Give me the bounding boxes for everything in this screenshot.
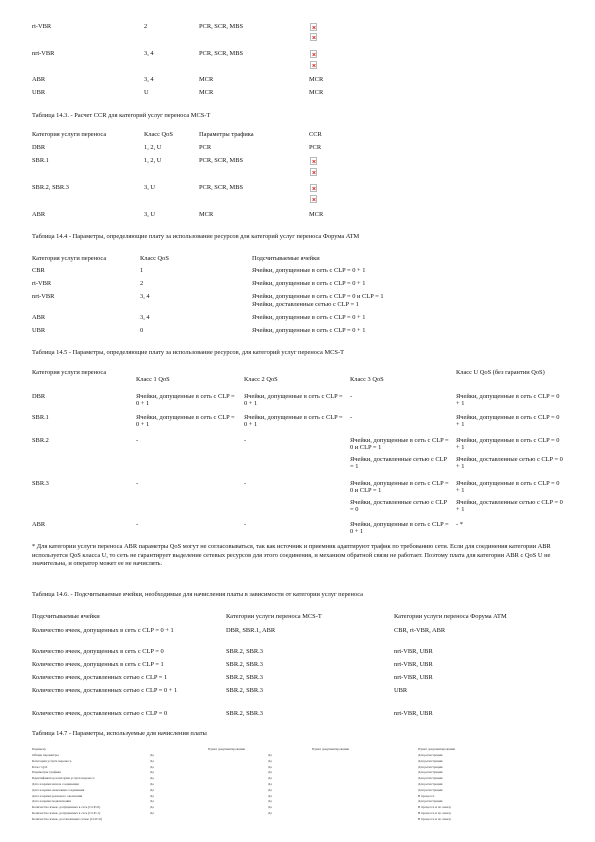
cell: Количество ячеек, допущенных в сеть с CLP = 0 (32, 648, 164, 655)
cell: - (350, 414, 353, 421)
cell: - * (456, 521, 463, 528)
broken-image-icon (310, 23, 317, 31)
column-header: Категория услуги переноса (32, 369, 107, 376)
cell: rt-VBR (32, 23, 52, 30)
table-cell: Да (150, 758, 154, 763)
cell: Ячейки, доставленные сетью с CLP = 1 (350, 456, 447, 471)
cell: UBR (32, 327, 46, 334)
column-header: Класс 3 QoS (350, 376, 384, 383)
cell: Ячейки, допущенные в сеть с CLP = 0 + 1 (244, 414, 343, 429)
cell: PCR, SCR, MBS (199, 157, 244, 164)
table-cell: Да (150, 764, 154, 769)
cell: 3, 4 (140, 314, 150, 321)
table-caption: Таблица 14.3. - Расчет CCR для категорий услуг переноса MCS-T (32, 112, 211, 119)
cell: MCR (309, 89, 324, 96)
cell: SBR.3 (32, 480, 49, 487)
cell: ABR (32, 76, 46, 83)
cell: 3, 4 (140, 293, 150, 300)
table-cell: Да (150, 782, 154, 786)
cell: PCR (309, 144, 322, 151)
broken-image-icon (310, 195, 317, 203)
cell: - (136, 437, 139, 444)
table-cell: Да (150, 776, 154, 781)
table-cell: Для регистрации (418, 782, 443, 786)
cell: ABR (32, 521, 46, 528)
column-header: Категории услуги переноса Форума ATM (394, 613, 507, 620)
column-header: Категория услуги переноса (32, 131, 107, 138)
cell: ABR (32, 314, 46, 321)
cell: Ячейки, допущенные в сеть с CLP = 0 и CLP = 1 (252, 293, 384, 300)
table-cell: В процессе и по заказу (418, 816, 452, 821)
table-cell: Для регистрации (418, 758, 443, 763)
cell: Количество ячеек, допущенных в сеть с CLP = 1 (32, 661, 164, 668)
column-header: Пункт документирования (312, 747, 349, 751)
cell: Ячейки, доставленные сетью с CLP = 1 (252, 301, 359, 308)
table-cell: Общие параметры (32, 753, 59, 757)
cell: MCR (309, 76, 324, 83)
broken-image-icon (310, 50, 317, 58)
cell: PCR, SCR, MBS (199, 184, 244, 191)
cell: 3, 4 (144, 76, 154, 83)
table-cell: Количество ячеек, допущенных в сеть (CLP=1) (32, 811, 101, 815)
cell: Количество ячеек, доставленных сетью с CLP = 0 (32, 710, 168, 717)
cell: Ячейки, допущенные в сеть с CLP = 0 + 1 (252, 280, 366, 287)
cell: MCR (309, 211, 324, 218)
cell: Ячейки, допущенные в сеть с CLP = 0 + 1 (252, 327, 366, 334)
cell: Ячейки, допущенные в сеть с CLP = 0 + 1 (136, 393, 235, 408)
column-header: Класс 2 QoS (244, 376, 278, 383)
cell: nrt-VBR, UBR (394, 648, 433, 655)
table-cell: Да (268, 793, 272, 798)
column-header: Класс QoS (140, 255, 169, 262)
cell: CBR (32, 267, 45, 274)
broken-image-icon (310, 61, 317, 69)
cell: DBR (32, 144, 46, 151)
column-header: Класс QoS (144, 131, 173, 138)
table-cell: В процессе и по заказу (418, 811, 452, 815)
cell: SBR.1 (32, 414, 49, 421)
broken-image-icon (310, 33, 317, 41)
cell: nrt-VBR, UBR (394, 710, 433, 717)
table-cell: Для регистрации (418, 799, 443, 804)
broken-image-icon (310, 184, 317, 192)
cell: - (136, 521, 139, 528)
cell: 3, U (144, 184, 156, 191)
cell: Ячейки, допущенные в сеть с CLP = 0 + 1 (456, 437, 560, 452)
cell: 1 (140, 267, 144, 274)
table-cell: Да (268, 758, 272, 763)
column-header: Параметр (32, 747, 47, 751)
table-cell: Дата и время начала соединения (32, 782, 79, 786)
cell: UBR (32, 89, 46, 96)
cell: Ячейки, допущенные в сеть с CLP = 0 + 1 (350, 521, 449, 536)
cell: nrt-VBR, UBR (394, 674, 433, 681)
cell: SBR.2 (32, 437, 49, 444)
table-cell: Для регистрации (418, 753, 443, 757)
table-cell: Да (268, 764, 272, 769)
table-caption: Таблица 14.7 - Параметры, используемые для начисления платы (32, 730, 207, 737)
table-cell: Идентификатор категории услуги переноса (32, 776, 95, 781)
cell: SBR.1 (32, 157, 49, 164)
cell: SBR.2, SBR.3 (226, 687, 263, 694)
table-cell: Да (150, 787, 154, 792)
cell: Ячейки, доставленные сетью с CLP = 0 (350, 499, 447, 514)
column-header: Параметры трафика (199, 131, 254, 138)
table-cell: Да (268, 770, 272, 775)
table-cell: Категория услуги переноса (32, 758, 72, 763)
cell: 3, U (144, 211, 156, 218)
cell: Ячейки, допущенные в сеть с CLP = 0 + 1 (252, 314, 366, 321)
cell: Количество ячеек, доставленных сетью с CLP = 0 + 1 (32, 687, 178, 694)
cell: DBR (32, 393, 46, 400)
cell: PCR, SCR, MBS (199, 50, 244, 57)
cell: PCR, SCR, MBS (199, 23, 244, 30)
column-header: Пункт документирования (208, 747, 245, 751)
column-header: Категории услуги переноса MCS-T (226, 613, 322, 620)
table-caption: Таблица 14.6. - Подсчитываемые ячейки, необходимые для начисления платы в зависимости от категории услуг переноса (32, 591, 363, 598)
cell: Ячейки, допущенные в сеть с CLP = 0 + 1 (456, 393, 560, 408)
cell: Ячейки, допущенные в сеть с CLP = 0 + 1 (456, 414, 560, 429)
table-cell: В процессе (418, 793, 435, 798)
table-cell: Для регистрации (418, 787, 443, 792)
column-header: CCR (309, 131, 322, 138)
table-cell: В процессе и по заказу (418, 805, 452, 810)
cell: - (244, 521, 247, 528)
cell: 3, 4 (144, 50, 154, 57)
cell: - (136, 480, 139, 487)
cell: ABR (32, 211, 46, 218)
cell: Ячейки, допущенные в сеть с CLP = 0 + 1 (252, 267, 366, 274)
table-cell: Да (268, 799, 272, 804)
table-caption: Таблица 14.4 - Параметры, определяющие плату за использование ресурсов для категорий услуг переноса Форума ATM (32, 233, 360, 240)
table-cell: Да (268, 776, 272, 781)
table-cell: Да (268, 782, 272, 786)
column-header: Класс 1 QoS (136, 376, 170, 383)
cell: Ячейки, доставленные сетью с CLP = 0 + 1 (456, 499, 563, 514)
table-cell: Да (268, 811, 272, 815)
table-cell: Да (150, 753, 154, 757)
column-header: Пункт документирования (418, 747, 455, 751)
table-cell: Для регистрации (418, 764, 443, 769)
cell: nrt-VBR, UBR (394, 661, 433, 668)
cell: 2 (140, 280, 144, 287)
table-cell: Класс QoS (32, 764, 48, 769)
cell: Ячейки, допущенные в сеть с CLP = 0 и CLP = 1 (350, 480, 449, 495)
cell: Количество ячеек, доставленных сетью с CLP = 1 (32, 674, 168, 681)
cell: - (244, 437, 247, 444)
cell: PCR (199, 144, 212, 151)
column-header: Категория услуги переноса (32, 255, 107, 262)
cell: Ячейки, допущенные в сеть с CLP = 0 + 1 (244, 393, 343, 408)
cell: SBR.2, SBR.3 (226, 674, 263, 681)
cell: Ячейки, допущенные в сеть с CLP = 0 + 1 (136, 414, 235, 429)
cell: Ячейки, допущенные в сеть с CLP = 0 и CLP = 1 (350, 437, 449, 452)
cell: 0 (140, 327, 144, 334)
footnote: * Для категории услуги переноса ABR параметры QoS могут не согласовываться, так как источник и приемник адаптируют трафик по требованию сети. Если для соединения категории ABR используется QoS класса U, то сеть не гарантирует выделение сетевых ресурсов для этого соединения, и механизм обратной связи не работает. Поэтому плата для категории ABR с QoS U не значительна, и оператор может ее не начислять. (32, 543, 551, 568)
table-cell: Да (268, 753, 272, 757)
table-cell: Да (150, 805, 154, 810)
cell: MCR (199, 211, 214, 218)
table-cell: Количество ячеек, допущенных в сеть (CLP=0) (32, 805, 101, 810)
table-cell: Дата и время реального окончания (32, 793, 83, 798)
column-header: Подсчитываемые ячейки (252, 255, 320, 262)
cell: 1, 2, U (144, 157, 162, 164)
cell: UBR (394, 687, 408, 694)
broken-image-icon (310, 157, 317, 165)
table-cell: Параметры трафика (32, 770, 61, 775)
table-cell: Да (150, 799, 154, 804)
cell: MCR (199, 89, 214, 96)
cell: 2 (144, 23, 148, 30)
table-cell: Да (268, 805, 272, 810)
cell: nrt-VBR (32, 50, 55, 57)
table-cell: Да (150, 770, 154, 775)
cell: SBR.2, SBR.3 (226, 648, 263, 655)
cell: SBR.2, SBR.3 (32, 184, 69, 191)
cell: U (144, 89, 149, 96)
cell: 1, 2, U (144, 144, 162, 151)
table-cell: Да (268, 787, 272, 792)
cell: MCR (199, 76, 214, 83)
cell: Ячейки, допущенные в сеть с CLP = 0 + 1 (456, 480, 560, 495)
table-cell: Для регистрации (418, 776, 443, 781)
cell: CBR, rt-VBR, ABR (394, 627, 446, 634)
cell: Ячейки, доставленные сетью с CLP = 0 + 1 (456, 456, 563, 471)
table-cell: Дата и время окончания соединения (32, 787, 85, 792)
table-cell: Для регистрации (418, 770, 443, 775)
table-cell: Да (150, 793, 154, 798)
cell: DBR, SBR.1, ABR (226, 627, 276, 634)
table-caption: Таблица 14.5 - Параметры, определяющие плату за использование ресурсов, для категорий услуг переноса MCS-T (32, 349, 344, 356)
cell: rt-VBR (32, 280, 52, 287)
table-cell: Дата и время подключения (32, 799, 71, 804)
column-header: Класс U QoS (без гарантии QoS) (456, 369, 545, 376)
table-cell: Количество ячеек, доставленных сетью (CLP=0) (32, 816, 103, 821)
cell: nrt-VBR (32, 293, 55, 300)
cell: Количество ячеек, допущенных в сеть с CLP = 0 + 1 (32, 627, 174, 634)
cell: SBR.2, SBR.3 (226, 710, 263, 717)
cell: - (350, 393, 353, 400)
cell: SBR.2, SBR.3 (226, 661, 263, 668)
table-cell: Да (150, 811, 154, 815)
cell: - (244, 480, 247, 487)
column-header: Подсчитываемые ячейки (32, 613, 100, 620)
broken-image-icon (310, 168, 317, 176)
